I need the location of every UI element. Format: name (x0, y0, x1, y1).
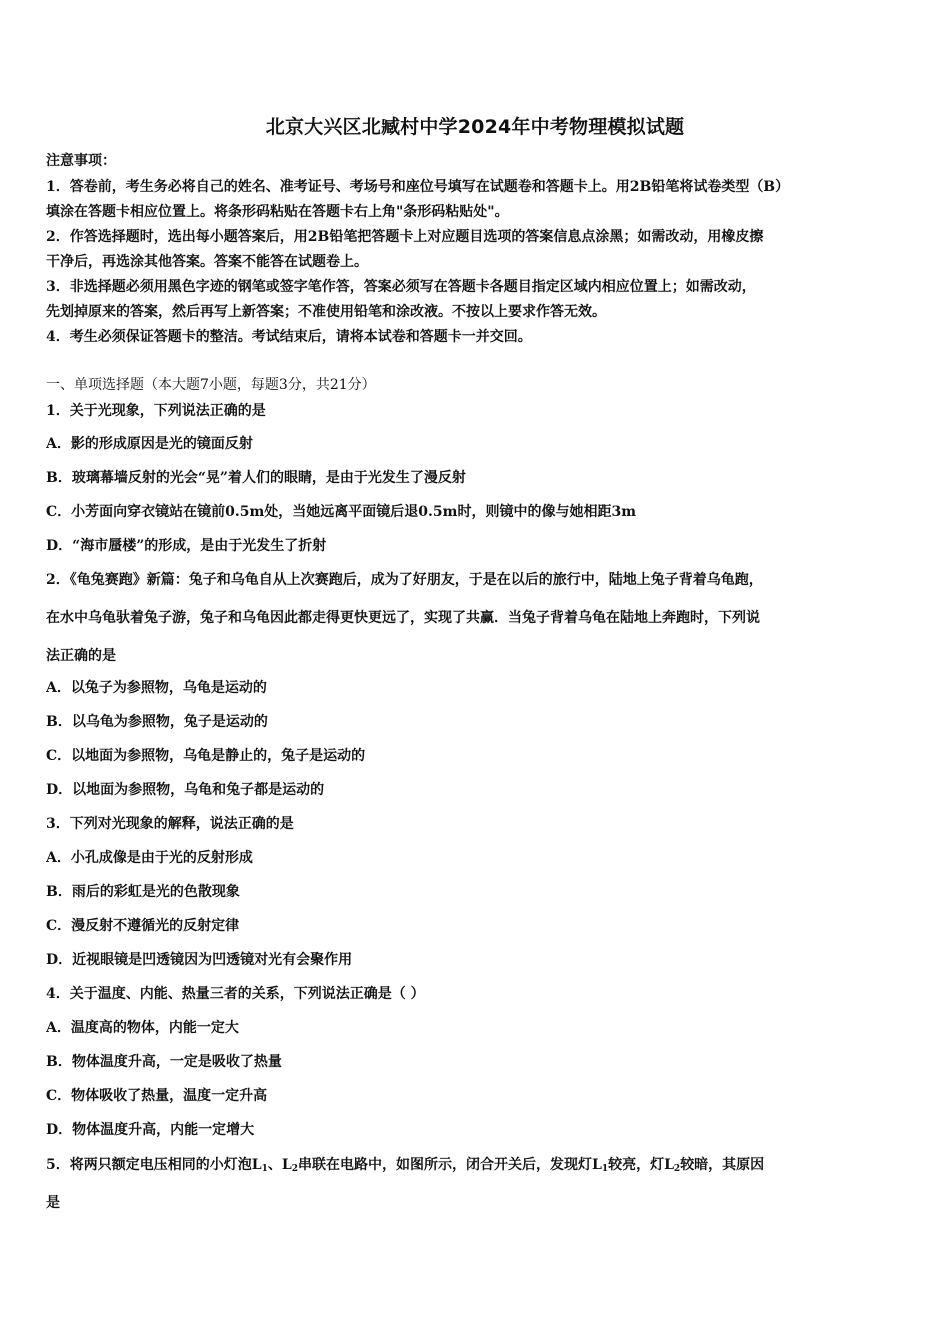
question-2-stem: 法正确的是 (46, 648, 116, 664)
section-heading: 一、单项选择题（本大题7小题，每题3分，共21分） (46, 377, 376, 393)
question-1-option-c: C．小芳面向穿衣镜站在镜前0.5m处，当她远离平面镜后退0.5m时，则镜中的像与她相距3m (46, 504, 637, 520)
question-1-option-b: B．玻璃幕墙反射的光会“晃”着人们的眼睛，是由于光发生了漫反射 (46, 470, 466, 486)
notice-line: 1．答卷前，考生务必将自己的姓名、准考证号、考场号和座位号填写在试题卷和答题卡上。用2B铅笔将试卷类型（B） (46, 179, 790, 195)
question-3-stem: 3．下列对光现象的解释，说法正确的是 (46, 816, 294, 832)
question-3-option-a: A．小孔成像是由于光的反射形成 (46, 850, 253, 866)
question-1-option-d: D．“海市蜃楼”的形成，是由于光发生了折射 (46, 538, 327, 554)
question-5-stem: 5．将两只额定电压相同的小灯泡$L_1$、$L_2$串联在电路中，如图所示，闭合开关后，发现灯$L_1$较亮，灯$L_2$较暗，其原因 (46, 1157, 765, 1174)
question-2-option-b: B．以乌龟为参照物，兔子是运动的 (46, 714, 268, 730)
question-4-stem: 4．关于温度、内能、热量三者的关系，下列说法正确是（ ） (46, 986, 425, 1002)
notice-line: 填涂在答题卡相应位置上。将条形码粘贴在答题卡右上角"条形码粘贴处"。 (46, 204, 509, 220)
notice-line: 4．考生必须保证答题卡的整洁。考试结束后，请将本试卷和答题卡一并交回。 (46, 329, 532, 345)
question-5-stem: 是 (46, 1195, 60, 1211)
question-2-option-c: C．以地面为参照物，乌龟是静止的，兔子是运动的 (46, 748, 366, 764)
notice-line: 干净后，再选涂其他答案。答案不能答在试题卷上。 (46, 254, 368, 270)
notice-line: 2．作答选择题时，选出每小题答案后，用2B铅笔把答题卡上对应题目选项的答案信息点涂黑；如需改动，用橡皮擦 (46, 229, 764, 245)
question-3-option-c: C．漫反射不遵循光的反射定律 (46, 918, 240, 934)
question-1-option-a: A．影的形成原因是光的镜面反射 (46, 436, 253, 452)
page-title: 北京大兴区北臧村中学2024年中考物理模拟试题 (265, 116, 685, 138)
question-4-option-b: B．物体温度升高，一定是吸收了热量 (46, 1054, 282, 1070)
question-2-stem: 在水中乌龟驮着兔子游，兔子和乌龟因此都走得更快更远了，实现了共赢．当兔子背着乌龟在陆地上奔跑时，下列说 (46, 610, 760, 626)
notice-heading: 注意事项： (46, 153, 116, 169)
notice-line: 先划掉原来的答案，然后再写上新答案；不准使用铅笔和涂改液。不按以上要求作答无效。 (46, 304, 606, 320)
question-4-option-d: D．物体温度升高，内能一定增大 (46, 1122, 255, 1138)
question-2-option-a: A．以兔子为参照物，乌龟是运动的 (46, 680, 267, 696)
question-2-stem: 2．《龟兔赛跑》新篇：兔子和乌龟自从上次赛跑后，成为了好朋友，于是在以后的旅行中，陆地上兔子背着乌龟跑， (46, 572, 763, 588)
question-4-option-a: A．温度高的物体，内能一定大 (46, 1020, 239, 1036)
question-3-option-b: B．雨后的彩虹是光的色散现象 (46, 884, 240, 900)
question-4-option-c: C．物体吸收了热量，温度一定升高 (46, 1088, 268, 1104)
question-2-option-d: D．以地面为参照物，乌龟和兔子都是运动的 (46, 782, 325, 798)
question-3-option-d: D．近视眼镜是凹透镜因为凹透镜对光有会聚作用 (46, 952, 353, 968)
notice-line: 3．非选择题必须用黑色字迹的钢笔或签字笔作答，答案必须写在答题卡各题目指定区域内相应位置上；如需改动， (46, 279, 756, 295)
question-1-stem: 1．关于光现象，下列说法正确的是 (46, 403, 266, 419)
